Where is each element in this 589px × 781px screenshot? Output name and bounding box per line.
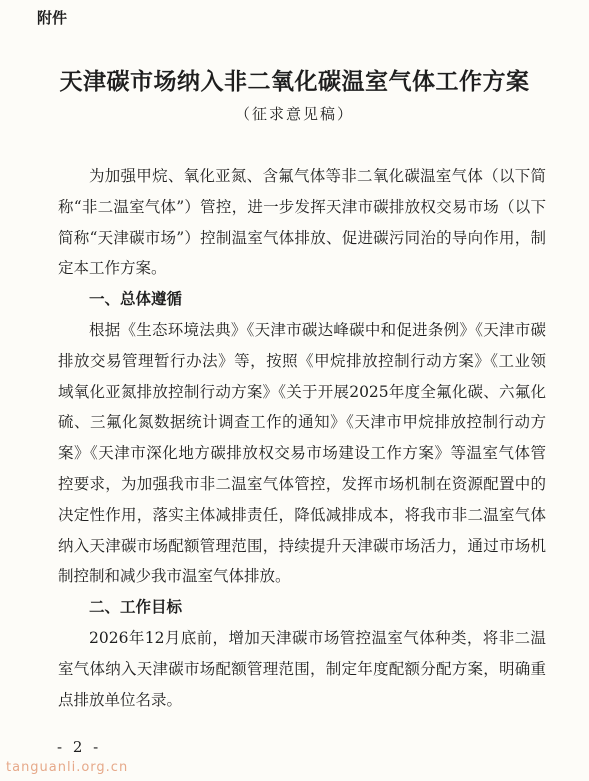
document-title: 天津碳市场纳入非二氧化碳温室气体工作方案	[59, 68, 530, 95]
page-number: - 2 -	[57, 738, 102, 756]
attachment-label: 附件	[37, 9, 68, 27]
intro-paragraph: 为加强甲烷、氧化亚氮、含氟气体等非二氧化碳温室气体（以下简称“非二温室气体”）管控，进一步发挥天津市碳排放权交易市场（以下简称“天津碳市场”）控制温室气体排放、促进碳污同治的导向作用，制定本工作方案。	[58, 167, 546, 278]
watermark: tanguanli.org.cn	[6, 760, 129, 775]
section-paragraph-work-goals: 2026年12月底前，增加天津碳市场管控温室气体种类，将非二温室气体纳入天津碳市场配额管理范围，制定年度配额分配方案，明确重点排放单位名录。	[58, 628, 546, 709]
section-heading-general-principles: 一、总体遵循	[89, 290, 183, 309]
document-subtitle: （征求意见稿）	[234, 105, 354, 123]
section-heading-work-goals: 二、工作目标	[89, 598, 183, 617]
section-paragraph-general-principles: 根据《生态环境法典》《天津市碳达峰碳中和促进条例》《天津市碳排放交易管理暂行办法》等，按照《甲烷排放控制行动方案》《工业领域氧化亚氮排放控制行动方案》《关于开展2025年度全氟化碳、六氟化硫、三氟化氮数据统计调查工作的通知》《天津市甲烷排放控制行动方案》《天津市深化地方碳排放权交易市场建设工作方案》等温室气体管控要求，为加强我市非二温室气体管控，发挥市场机制在资源配置中的决定性作用，落实主体减排责任，降低减排成本，将我市非二温室气体纳入天津碳市场配额管理范围，持续提升天津碳市场活力，通过市场机制控制和减少我市温室气体排放。	[58, 320, 546, 586]
document-body	[58, 161, 546, 715]
